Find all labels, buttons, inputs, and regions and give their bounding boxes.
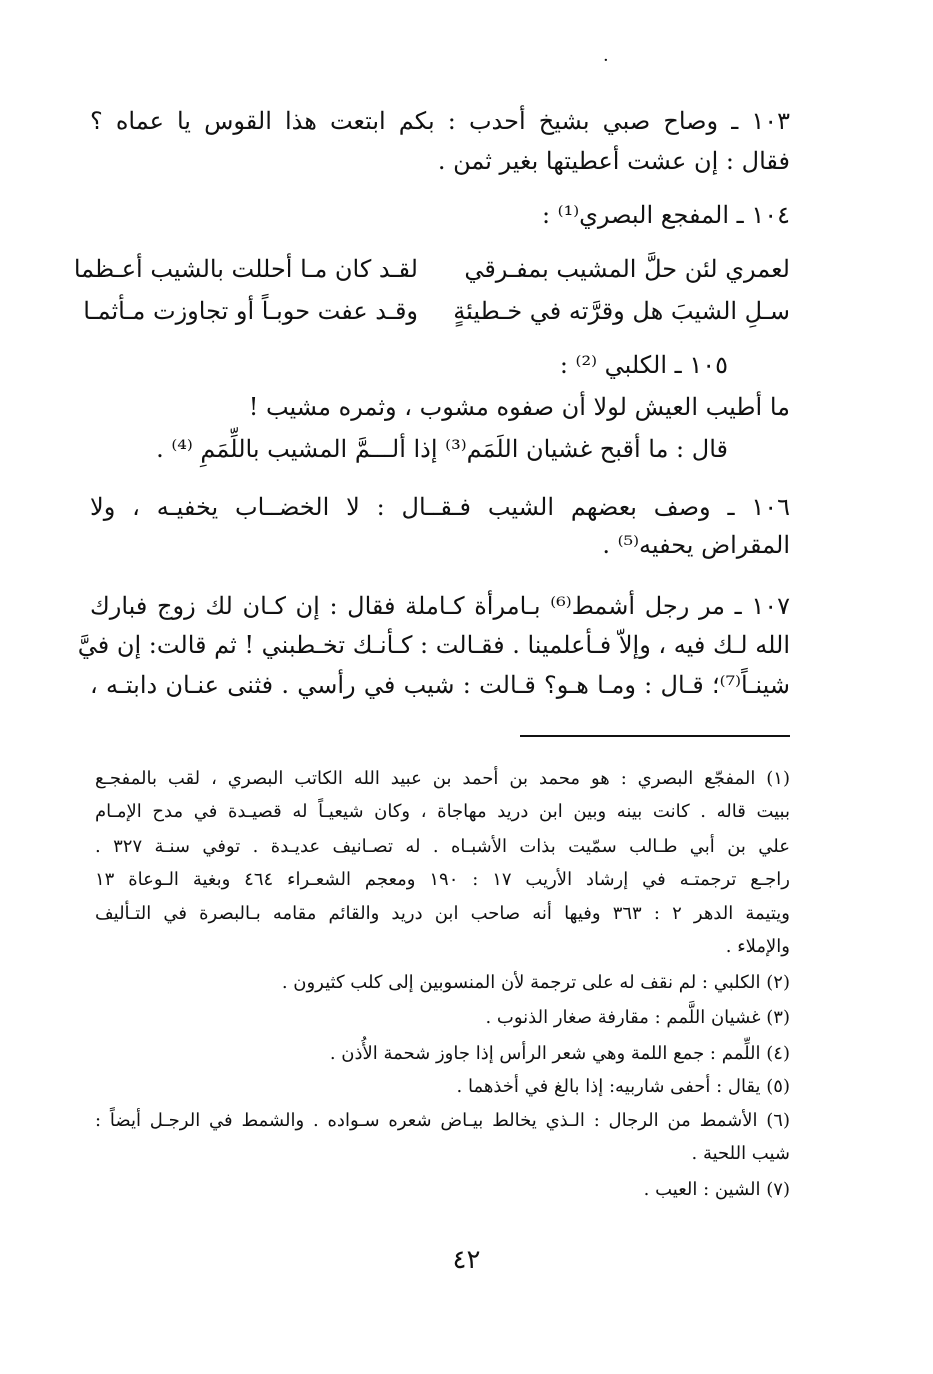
entry-106-line-1: ١٠٦ ـ وصف بعضهم الشيب فـقــال : لا الخضــاب يخفيـه ، ولا bbox=[90, 493, 790, 521]
footnote-4: (٤) اللِّمم : جمع اللمة وهي شعر الرأس إذا جاوز شحمة الأُذن . bbox=[329, 1043, 790, 1064]
footnote-1-line-5: ويتيمة الدهر ٢ : ٣٦٣ وفيها أنه صاحب ابن دريد والقائم مقامه بـالبصرة في التـأليف bbox=[95, 903, 790, 924]
entry-103-line-1: ١٠٣ ـ وصاح صبي بشيخ أحدب : بكم ابتعت هذا القوس يا عماه ؟ bbox=[90, 107, 790, 135]
verse-1-first-hemistich: لعمري لئن حلَّ المشيب بمفـرقي bbox=[464, 255, 790, 283]
entry-103-line-2: فقال : إن عشت أعطيتها بغير ثمن . bbox=[437, 147, 790, 175]
footnote-2: (٢) الكلبي : لم نقف له على ترجمة لأن المنسوبين إلى كلب كثيرون . bbox=[281, 972, 790, 993]
verse-2-first-hemistich: سـلِ الشيبَ هل وقرَّته في خـطيئةٍ bbox=[453, 297, 790, 325]
entry-107-line-1: ١٠٧ ـ مر رجل أشمط⁽⁶⁾ بـامرأة كـاملة فقال : إن كـان لك زوج فبارك bbox=[90, 592, 791, 620]
footnote-1-line-6: والإملاء . bbox=[725, 936, 790, 957]
top-mark: · bbox=[603, 50, 609, 71]
entry-105-line-2: قال : ما أقبح غشيان اللَمَم⁽³⁾ إذا ألـــمَّ المشيب باللِّمَمِ ⁽⁴⁾ . bbox=[156, 435, 728, 463]
footnote-1-line-2: ببيت قاله . كانت بينه وبين ابن دريد مهاجاة ، وكان شيعيـاً له قصيـدة في مدح الإمـام bbox=[95, 801, 790, 822]
footnote-6-line-2: شيب اللحية . bbox=[691, 1143, 790, 1164]
page-number: ٤٢ bbox=[452, 1245, 481, 1275]
footnote-5: (٥) يقال : أحفى شاربيه: إذا بالغ في أخذهما . bbox=[456, 1076, 790, 1097]
footnote-1-line-1: (١) المفجّع البصري : هو محمد بن أحمد بن عبيد الله الكاتب البصري ، لقب بالمفجـع bbox=[95, 768, 790, 789]
footnote-separator bbox=[520, 735, 790, 737]
entry-105-heading: ١٠٥ ـ الكلبي ⁽²⁾ : bbox=[559, 351, 728, 379]
entry-104-heading: ١٠٤ ـ المفجع البصري⁽¹⁾ : bbox=[541, 201, 790, 229]
entry-107-line-2: الله لـك فيه ، وإلاّ فـأعلمينا . فقـالت : كـأنـك تخـطبني ! ثم قالت: إن فيَّ bbox=[77, 631, 790, 659]
verse-1-second-hemistich: لقـد كان مـا أحللت بالشيب أعـظما bbox=[73, 255, 418, 283]
entry-105-line-1: ما أطيب العيش لولا أن صفوه مشوب ، وثمره مشيب ! bbox=[248, 393, 790, 421]
footnote-7: (٧) الشين : العيب . bbox=[643, 1179, 790, 1200]
footnote-1-line-4: راجـع ترجمتـه في إرشاد الأريب ١٧ : ١٩٠ ومعجم الشعـراء ٤٦٤ وبغية الـوعاة ١٣ bbox=[95, 869, 790, 890]
entry-106-line-2: المقراض يحفيه⁽⁵⁾ . bbox=[602, 531, 790, 559]
footnote-3: (٣) غشيان اللَّمم : مقارفة صغار الذنوب . bbox=[485, 1007, 790, 1028]
entry-107-line-3: شينـاً⁽⁷⁾؛ قـال : ومـا هـو؟ قـالت : شيب في رأسي . فثنى عنـان دابتـه ، bbox=[90, 671, 790, 699]
verse-2-second-hemistich: وقـد عفت حوبـاً أو تجاوزت مـأثمـا bbox=[83, 297, 418, 325]
footnote-1-line-3: علي بن أبي طـالب سمّيت بذات الأشبـاه . له تصـانيف عديـدة . توفي سنـة ٣٢٧ . bbox=[95, 836, 790, 857]
footnote-6-line-1: (٦) الأشمط من الرجال : الـذي يخالط بيـاض شعره سـواده . والشمط في الرجـل أيضاً : bbox=[95, 1110, 790, 1131]
